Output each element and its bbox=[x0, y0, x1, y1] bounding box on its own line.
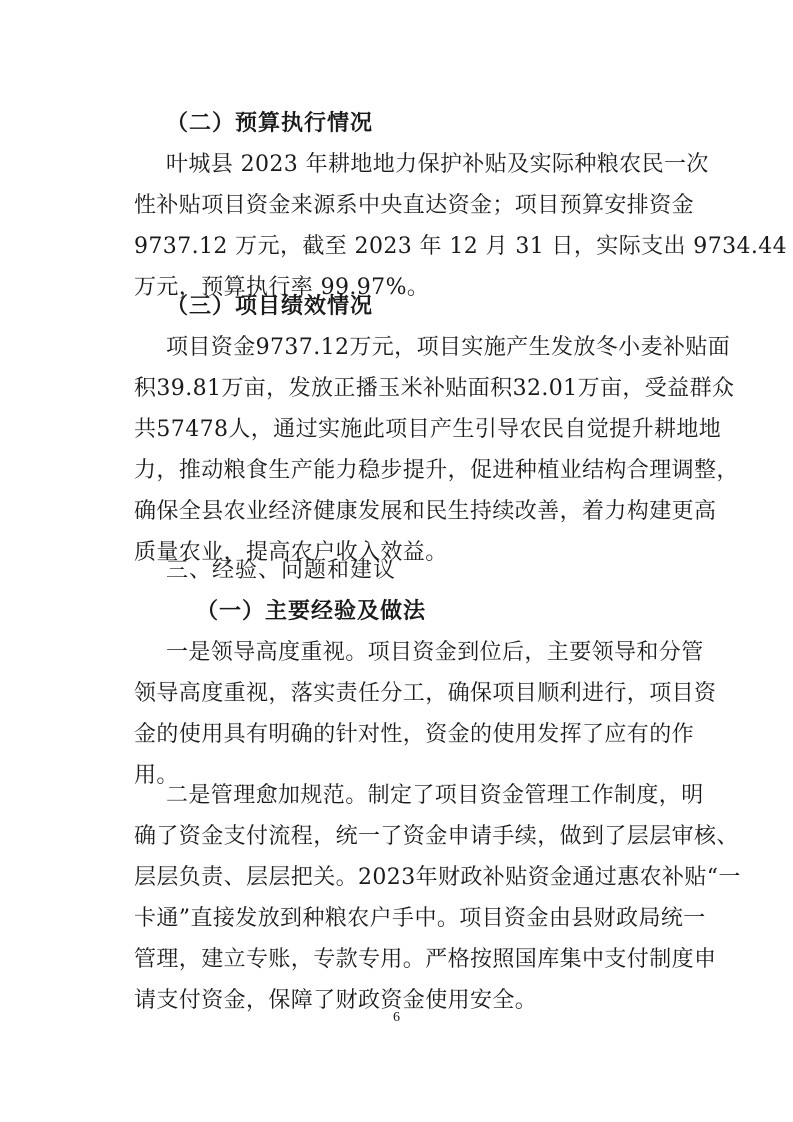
paragraph-line: 质量农业，提高农户收入效益。 bbox=[134, 540, 448, 565]
heading-budget-execution: （二）预算执行情况 bbox=[166, 111, 374, 136]
paragraph-line: 共57478人，通过实施此项目产生引导农民自觉提升耕地地 bbox=[134, 417, 722, 442]
paragraph-line: 管理，建立专账，专款专用。严格按照国库集中支付制度申 bbox=[134, 947, 717, 972]
paragraph-line: 性补贴项目资金来源系中央直达资金；项目预算安排资金 bbox=[134, 193, 695, 218]
paragraph-line: 叶城县 2023 年耕地地力保护补贴及实际种粮农民一次 bbox=[166, 152, 709, 177]
paragraph-line: 力，推动粮食生产能力稳步提升，促进种植业结构合理调整， bbox=[134, 458, 739, 483]
paragraph-line: 一是领导高度重视。项目资金到位后，主要领导和分管 bbox=[166, 640, 704, 665]
paragraph-line: 领导高度重视，落实责任分工，确保项目顺利进行，项目资 bbox=[134, 681, 717, 706]
paragraph-performance bbox=[134, 327, 739, 573]
paragraph-line: 确了资金支付流程，统一了资金申请手续，做到了层层审核、 bbox=[134, 824, 739, 849]
paragraph-line: 万元，预算执行率 99.97%。 bbox=[134, 275, 430, 300]
page-number: 6 bbox=[393, 1010, 400, 1025]
paragraph-line: 请支付资金，保障了财政资金使用安全。 bbox=[134, 988, 538, 1013]
paragraph-line: 9737.12 万元，截至 2023 年 12 月 31 日，实际支出 9734.44 bbox=[134, 234, 788, 259]
paragraph-line: 二是管理愈加规范。制定了项目资金管理工作制度，明 bbox=[166, 783, 704, 808]
paragraph-line: 确保全县农业经济健康发展和民生持续改善，着力构建更高 bbox=[134, 499, 717, 524]
heading-section-three: 三、经验、问题和建议 bbox=[166, 558, 397, 583]
paragraph-line: 项目资金9737.12万元，项目实施产生发放冬小麦补贴面 bbox=[166, 335, 731, 360]
paragraph-budget bbox=[134, 144, 788, 308]
paragraph-line: 用。 bbox=[134, 763, 179, 788]
paragraph-experience-two bbox=[134, 775, 741, 1021]
paragraph-line: 层层负责、层层把关。2023年财政补贴资金通过惠农补贴“一 bbox=[134, 865, 741, 890]
paragraph-line: 积39.81万亩，发放正播玉米补贴面积32.01万亩，受益群众 bbox=[134, 376, 735, 401]
heading-project-performance: （三）项目绩效情况 bbox=[166, 294, 374, 319]
paragraph-line: 金的使用具有明确的针对性，资金的使用发挥了应有的作 bbox=[134, 722, 695, 747]
heading-main-experience: （一）主要经验及做法 bbox=[196, 599, 427, 624]
paragraph-line: 卡通”直接发放到种粮农户手中。项目资金由县财政局统一 bbox=[134, 906, 706, 931]
